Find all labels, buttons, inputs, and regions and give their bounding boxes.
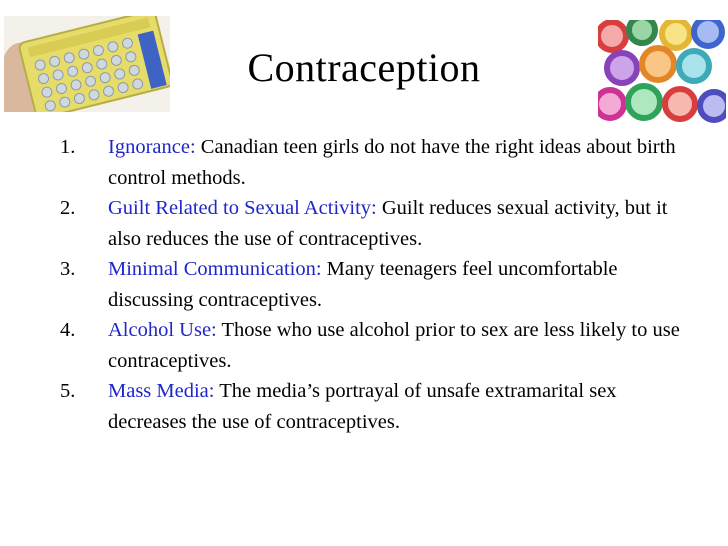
item-number: 5. (60, 380, 76, 402)
list-item (60, 376, 680, 437)
item-number: 3. (60, 258, 76, 280)
item-text: Many teenagers feel uncomfortable discussing contraceptives. (108, 258, 618, 311)
item-text: Those who use alcohol prior to sex are less likely to use contraceptives. (108, 319, 680, 372)
item-text: Guilt reduces sexual activity, but it also reduces the use of contraceptives. (108, 197, 668, 250)
item-term: Mass Media: (108, 380, 215, 402)
item-text: The media’s portrayal of unsafe extramarital sex decreases the use of contraceptives. (108, 380, 617, 433)
item-term: Guilt Related to Sexual Activity: (108, 197, 377, 219)
reasons-list (60, 132, 680, 437)
list-item (60, 315, 680, 376)
item-number: 4. (60, 319, 76, 341)
item-text: Canadian teen girls do not have the right ideas about birth control methods. (108, 136, 676, 189)
slide-title: Contraception (247, 45, 481, 90)
item-term: Alcohol Use: (108, 319, 217, 341)
list-item (60, 254, 680, 315)
item-number: 2. (60, 197, 76, 219)
item-term: Minimal Communication: (108, 258, 322, 280)
item-number: 1. (60, 136, 76, 158)
list-item (60, 132, 680, 193)
list-item (60, 193, 680, 254)
item-term: Ignorance: (108, 136, 196, 158)
